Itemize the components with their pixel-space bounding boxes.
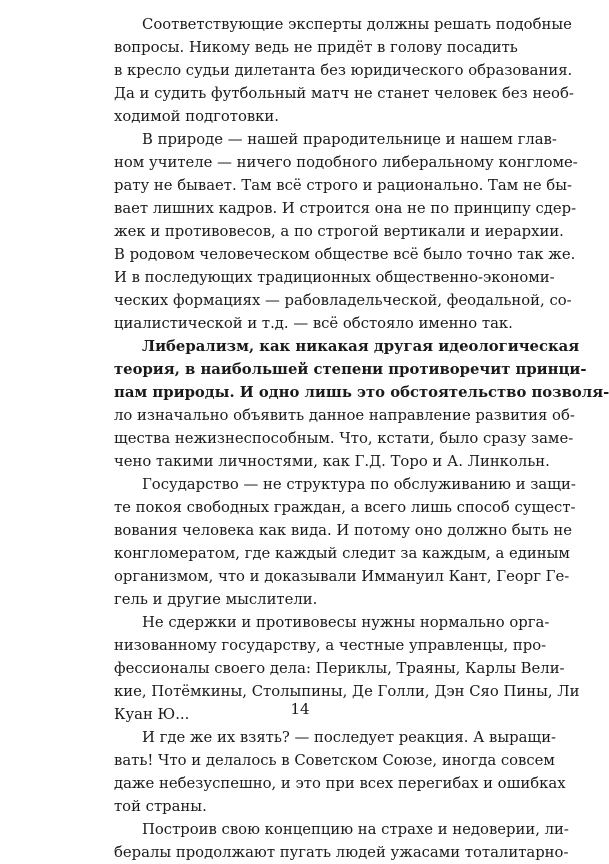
text-line: ло изначально объявить данное направление развития об-	[114, 407, 575, 424]
text-line: щества нежизнеспособным. Что, кстати, было сразу заме-	[114, 430, 574, 447]
text-line: организмом, что и доказывали Иммануил Кант, Георг Ге-	[114, 568, 570, 585]
text-line	[114, 381, 609, 404]
text-line: вопросы. Никому ведь не придёт в голову посадить	[114, 39, 518, 56]
text-line: ческих формациях — рабовладельческой, феодальной, со-	[114, 292, 572, 309]
text-line: Куан Ю...	[114, 706, 190, 723]
text-line: конгломератом, где каждый следит за каждым, а единым	[114, 545, 570, 562]
text-line: вает лишних кадров. И строится она не по принципу сдер-	[114, 200, 577, 217]
text-line-bold: теория, в наибольшей степени противоречит принци-	[114, 361, 587, 378]
text-line: В родовом человеческом обществе всё было точно так же.	[114, 246, 576, 263]
text-line: вования человека как вида. И потому оно должно быть не	[114, 522, 572, 539]
text-line: той страны.	[114, 798, 207, 815]
text-line: Не сдержки и противовесы нужны нормально орга-	[142, 614, 550, 631]
page-number: 14	[290, 700, 310, 718]
text-line: ном учителе — ничего подобного либеральному конгломе-	[114, 154, 578, 171]
text-line: Государство — не структура по обслуживанию и защи-	[142, 476, 576, 493]
text-line: низованному государству, а честные управленцы, про-	[114, 637, 547, 654]
text-line: И где же их взять? — последует реакция. А выращи-	[142, 729, 557, 746]
text-line: кие, Потёмкины, Столыпины, Де Голли, Дэн Сяо Пины, Ли	[114, 683, 580, 700]
text-line: ходимой подготовки.	[114, 108, 279, 125]
body-text	[114, 13, 609, 864]
text-line: циалистической и т.д. — всё обстояло именно так.	[114, 315, 513, 332]
text-line: вать! Что и делалось в Советском Союзе, иногда совсем	[114, 752, 555, 769]
text-line: И в последующих традиционных общественно-экономи-	[114, 269, 555, 286]
text-line: в кресло судьи дилетанта без юридического образования.	[114, 62, 573, 79]
text-line: даже небезуспешно, и это при всех перегибах и ошибках	[114, 775, 566, 792]
text-line: фессионалы своего дела: Периклы, Траяны, Карлы Вели-	[114, 660, 565, 677]
text-line: В природе — нашей прародительнице и нашем глав-	[142, 131, 557, 148]
text-line: чено такими личностями, как Г.Д. Торо и А. Линкольн.	[114, 453, 550, 470]
text-line: бералы продолжают пугать людей ужасами тоталитарно-	[114, 844, 569, 861]
text-line-bold: Либерализм, как никакая другая идеологическая	[142, 338, 580, 355]
text-line: Да и судить футбольный матч не станет человек без необ-	[114, 85, 574, 102]
bold-phrase: пам природы. И одно лишь это обстоятельство позволя-	[114, 384, 609, 401]
text-line: те покоя свободных граждан, а всего лишь способ сущест-	[114, 499, 576, 516]
text-line: жек и противовесов, а по строгой вертикали и иерархии.	[114, 223, 564, 240]
text-line: рату не бывает. Там всё строго и рационально. Там не бы-	[114, 177, 572, 194]
text-line: Построив свою концепцию на страхе и недоверии, ли-	[142, 821, 569, 838]
text-line: гель и другие мыслители.	[114, 591, 318, 608]
text-line: Соответствующие эксперты должны решать подобные	[142, 16, 572, 33]
